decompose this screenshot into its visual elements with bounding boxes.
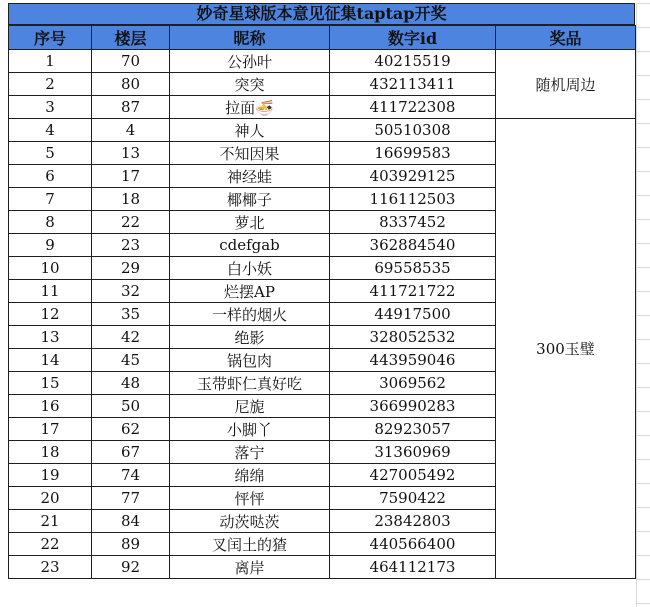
row-id-cell[interactable]: 44917500 xyxy=(330,303,496,326)
header-prize[interactable]: 奖品 xyxy=(496,26,636,50)
row-no-cell[interactable]: 12 xyxy=(9,303,92,326)
row-id-cell[interactable]: 31360969 xyxy=(330,441,496,464)
row-floor-cell[interactable]: 4 xyxy=(92,119,170,142)
table-row xyxy=(9,119,636,142)
row-floor-cell[interactable]: 67 xyxy=(92,441,170,464)
row-no-cell[interactable]: 13 xyxy=(9,326,92,349)
row-id-cell[interactable]: 464112173 xyxy=(330,556,496,579)
row-no-cell[interactable]: 21 xyxy=(9,510,92,533)
row-nickname-cell[interactable]: 怦怦 xyxy=(170,487,330,510)
row-nickname-cell[interactable]: 白小妖 xyxy=(170,257,330,280)
row-floor-cell[interactable]: 29 xyxy=(92,257,170,280)
row-id-cell[interactable]: 16699583 xyxy=(330,142,496,165)
row-id-cell[interactable]: 440566400 xyxy=(330,533,496,556)
row-id-cell[interactable]: 116112503 xyxy=(330,188,496,211)
header-id[interactable]: 数字id xyxy=(330,26,496,50)
row-id-cell[interactable]: 82923057 xyxy=(330,418,496,441)
row-nickname-cell[interactable]: cdefgab xyxy=(170,234,330,257)
row-no-cell[interactable]: 18 xyxy=(9,441,92,464)
row-floor-cell[interactable]: 62 xyxy=(92,418,170,441)
sheet-title: 妙奇星球版本意见征集taptap开奖 xyxy=(8,3,635,25)
row-floor-cell[interactable]: 70 xyxy=(92,50,170,73)
row-floor-cell[interactable]: 45 xyxy=(92,349,170,372)
row-id-cell[interactable]: 8337452 xyxy=(330,211,496,234)
row-nickname-cell[interactable]: 不知因果 xyxy=(170,142,330,165)
row-no-cell[interactable]: 17 xyxy=(9,418,92,441)
row-nickname-cell[interactable]: 锅包肉 xyxy=(170,349,330,372)
row-no-cell[interactable]: 3 xyxy=(9,96,92,119)
row-floor-cell[interactable]: 80 xyxy=(92,73,170,96)
row-no-cell[interactable]: 8 xyxy=(9,211,92,234)
row-nickname-cell[interactable]: 落宁 xyxy=(170,441,330,464)
row-id-cell[interactable]: 427005492 xyxy=(330,464,496,487)
row-no-cell[interactable]: 11 xyxy=(9,280,92,303)
row-no-cell[interactable]: 14 xyxy=(9,349,92,372)
row-no-cell[interactable]: 2 xyxy=(9,73,92,96)
row-id-cell[interactable]: 411721722 xyxy=(330,280,496,303)
row-floor-cell[interactable]: 17 xyxy=(92,165,170,188)
prize-cell-random-merch[interactable]: 随机周边 xyxy=(496,50,636,119)
header-no[interactable]: 序号 xyxy=(9,26,92,50)
row-floor-cell[interactable]: 18 xyxy=(92,188,170,211)
row-nickname-cell[interactable]: 公孙叶 xyxy=(170,50,330,73)
row-id-cell[interactable]: 432113411 xyxy=(330,73,496,96)
row-id-cell[interactable]: 50510308 xyxy=(330,119,496,142)
row-floor-cell[interactable]: 32 xyxy=(92,280,170,303)
row-floor-cell[interactable]: 89 xyxy=(92,533,170,556)
row-floor-cell[interactable]: 23 xyxy=(92,234,170,257)
row-id-cell[interactable]: 69558535 xyxy=(330,257,496,280)
winners-table xyxy=(8,25,636,579)
row-nickname-cell[interactable]: 尼旎 xyxy=(170,395,330,418)
row-floor-cell[interactable]: 87 xyxy=(92,96,170,119)
row-nickname-cell[interactable]: 动茨哒茨 xyxy=(170,510,330,533)
row-no-cell[interactable]: 23 xyxy=(9,556,92,579)
row-nickname-cell[interactable]: 玉带虾仁真好吃 xyxy=(170,372,330,395)
header-nickname[interactable]: 昵称 xyxy=(170,26,330,50)
row-floor-cell[interactable]: 13 xyxy=(92,142,170,165)
row-no-cell[interactable]: 10 xyxy=(9,257,92,280)
row-id-cell[interactable]: 411722308 xyxy=(330,96,496,119)
row-no-cell[interactable]: 4 xyxy=(9,119,92,142)
row-no-cell[interactable]: 20 xyxy=(9,487,92,510)
row-no-cell[interactable]: 7 xyxy=(9,188,92,211)
row-no-cell[interactable]: 16 xyxy=(9,395,92,418)
column-grid-edge xyxy=(636,3,650,607)
row-id-cell[interactable]: 443959046 xyxy=(330,349,496,372)
header-row xyxy=(9,26,636,50)
row-floor-cell[interactable]: 92 xyxy=(92,556,170,579)
row-floor-cell[interactable]: 22 xyxy=(92,211,170,234)
row-floor-cell[interactable]: 35 xyxy=(92,303,170,326)
row-id-cell[interactable]: 366990283 xyxy=(330,395,496,418)
row-nickname-cell[interactable]: 绵绵 xyxy=(170,464,330,487)
row-floor-cell[interactable]: 42 xyxy=(92,326,170,349)
row-id-cell[interactable]: 40215519 xyxy=(330,50,496,73)
row-no-cell[interactable]: 1 xyxy=(9,50,92,73)
table-row xyxy=(9,50,636,73)
header-floor[interactable]: 楼层 xyxy=(92,26,170,50)
row-nickname-cell[interactable]: 叉闰土的猹 xyxy=(170,533,330,556)
row-nickname-cell[interactable]: 萝北 xyxy=(170,211,330,234)
row-no-cell[interactable]: 22 xyxy=(9,533,92,556)
row-nickname-cell[interactable]: 离岸 xyxy=(170,556,330,579)
row-nickname-cell[interactable]: 神经蛙 xyxy=(170,165,330,188)
row-nickname-cell[interactable]: 烂摆AP xyxy=(170,280,330,303)
row-floor-cell[interactable]: 50 xyxy=(92,395,170,418)
row-floor-cell[interactable]: 77 xyxy=(92,487,170,510)
row-nickname-cell[interactable]: 绝影 xyxy=(170,326,330,349)
row-floor-cell[interactable]: 84 xyxy=(92,510,170,533)
row-id-cell[interactable]: 362884540 xyxy=(330,234,496,257)
row-nickname-cell[interactable]: 椰椰子 xyxy=(170,188,330,211)
row-no-cell[interactable]: 6 xyxy=(9,165,92,188)
row-nickname-cell[interactable]: 一样的烟火 xyxy=(170,303,330,326)
row-id-cell[interactable]: 23842803 xyxy=(330,510,496,533)
row-no-cell[interactable]: 9 xyxy=(9,234,92,257)
row-id-cell[interactable]: 328052532 xyxy=(330,326,496,349)
row-floor-cell[interactable]: 74 xyxy=(92,464,170,487)
prize-cell-300-jade[interactable]: 300玉璧 xyxy=(496,119,636,579)
row-id-cell[interactable]: 403929125 xyxy=(330,165,496,188)
row-no-cell[interactable]: 15 xyxy=(9,372,92,395)
row-no-cell[interactable]: 5 xyxy=(9,142,92,165)
row-no-cell[interactable]: 19 xyxy=(9,464,92,487)
row-id-cell[interactable]: 3069562 xyxy=(330,372,496,395)
row-nickname-cell[interactable]: 拉面🍜 xyxy=(170,96,330,119)
row-nickname-cell[interactable]: 神人 xyxy=(170,119,330,142)
row-id-cell[interactable]: 7590422 xyxy=(330,487,496,510)
row-nickname-cell[interactable]: 小脚丫 xyxy=(170,418,330,441)
row-nickname-cell[interactable]: 突突 xyxy=(170,73,330,96)
row-floor-cell[interactable]: 48 xyxy=(92,372,170,395)
